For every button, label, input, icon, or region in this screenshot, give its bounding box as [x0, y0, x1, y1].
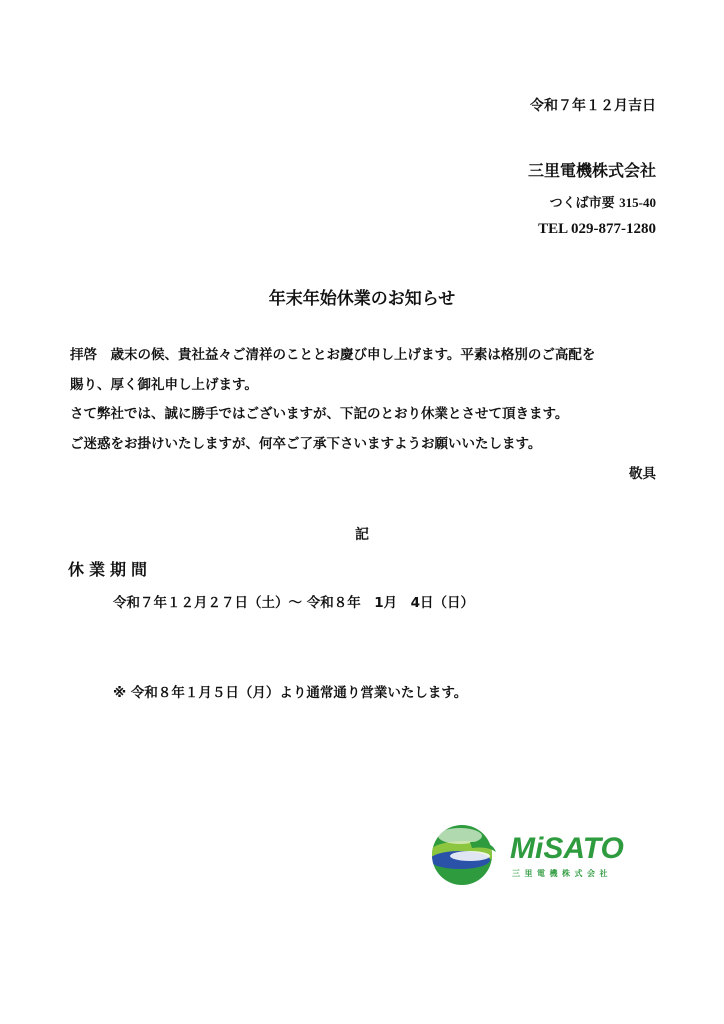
notice-title: 年末年始休業のお知らせ	[268, 289, 456, 309]
globe-logo-icon	[430, 822, 500, 892]
period-label: 休業期間	[68, 560, 153, 579]
notice-body	[70, 341, 670, 459]
ki-heading: 記	[355, 527, 369, 543]
body-line: さて弊社では、誠に勝手ではございますが、下記のとおり休業とさせて頂きます。	[70, 406, 569, 422]
body-line: ご迷惑をお掛けいたしますが、何卒ご了承下さいますようお願いいたします。	[70, 435, 542, 452]
address-prefix: つくば市要	[549, 196, 620, 211]
issue-date: 令和７年１２月吉日	[530, 98, 656, 114]
address-number: 315-40	[619, 195, 656, 210]
company-tel: TEL 029-877-1280	[538, 221, 656, 237]
body-line: 賜り、厚く御礼申し上げます。	[70, 376, 258, 393]
logo-subtitle: 三里電機株式会社	[512, 869, 612, 878]
company-name: 三里電機株式会社	[527, 161, 656, 180]
company-logo	[430, 822, 660, 892]
reopen-note: ※ 令和８年１月５日（月）より通常通り営業いたします。	[113, 685, 468, 701]
company-address	[550, 192, 656, 211]
body-line: 拝啓 歳末の候、貴社益々ご清祥のこととお慶び申し上げます。平素は格別のご高配を	[70, 347, 596, 363]
period-value: 令和７年１２月２７日（土）～ 令和８年 1月 4日（日）	[113, 595, 474, 611]
closing-keigu: 敬具	[629, 466, 656, 482]
logo-wordmark: MiSATO	[510, 832, 624, 865]
